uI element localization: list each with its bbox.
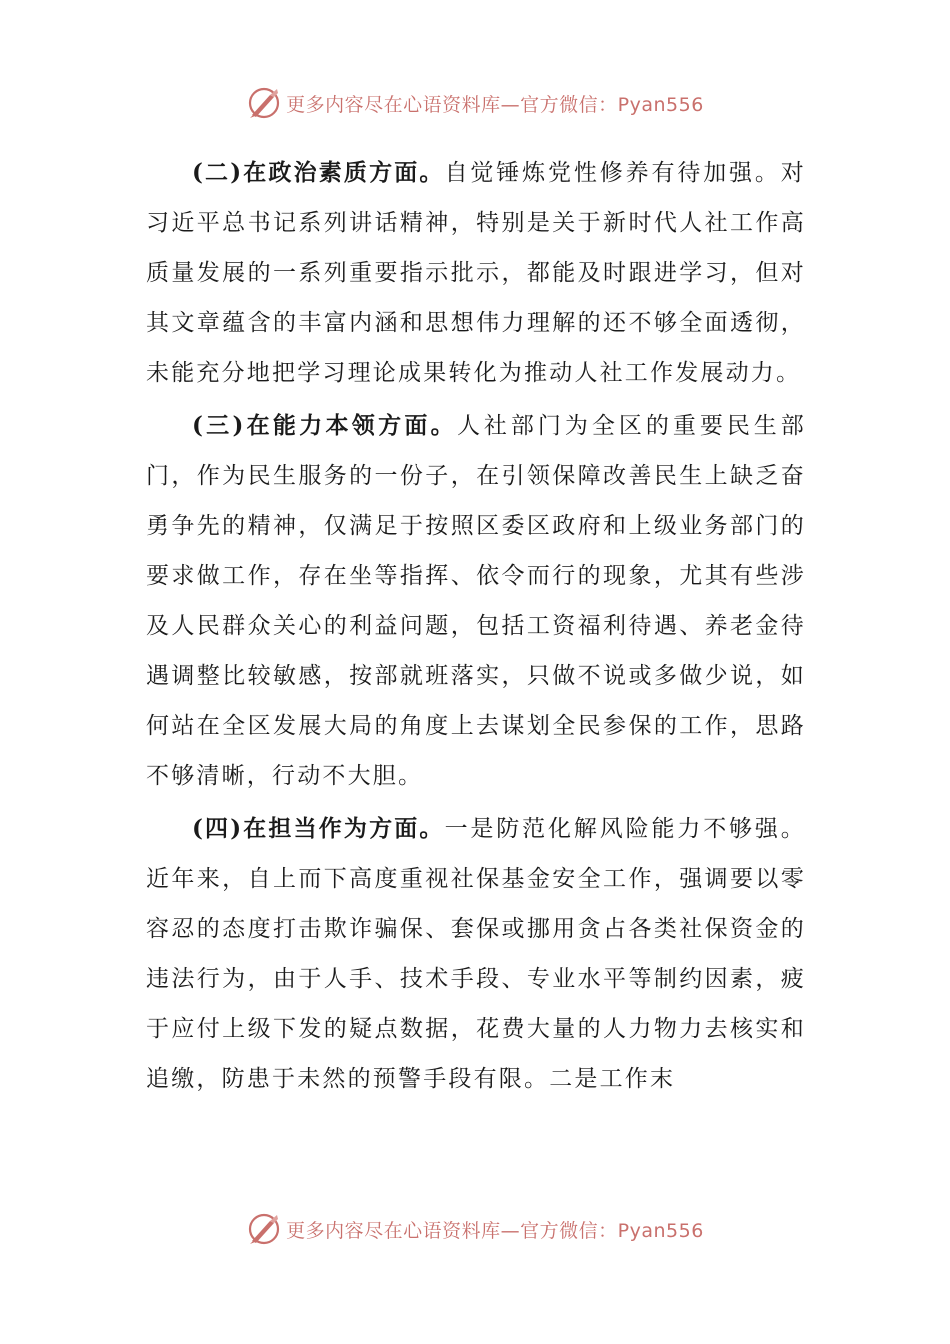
section-body: 一是防范化解风险能力不够强。近年来，自上而下高度重视社保基金安全工作，强调要以零容忍的态度打击欺诈骗保、套保或挪用贪占各类社保资金的违法行为，由于人手、技术手段、专业水平等制约因素，疲于应付上级下发的疑点数据，花费大量的人力物力去核实和追缴，防患于未然的预警手段有限。二是工作末 [146, 816, 806, 1092]
section-heading: (三)在能力本领方面。 [192, 412, 457, 439]
banner-text: 更多内容尽在心语资料库—官方微信：Pyan556 [286, 1219, 704, 1242]
footer-watermark-banner [0, 1209, 950, 1249]
document-body [146, 148, 806, 1107]
header-watermark-banner [0, 83, 950, 123]
section-heading: (四)在担当作为方面。 [192, 815, 445, 842]
paragraph-responsibility [146, 804, 806, 1104]
paragraph-ability [146, 401, 806, 801]
section-heading: (二)在政治素质方面。 [192, 159, 445, 186]
paragraph-political [146, 148, 806, 398]
pen-logo-icon [246, 1211, 282, 1247]
section-body: 人社部门为全区的重要民生部门，作为民生服务的一份子，在引领保障改善民生上缺乏奋勇争先的精神，仅满足于按照区委区政府和上级业务部门的要求做工作，存在坐等指挥、依令而行的现象，尤其有些涉及人民群众关心的利益问题，包括工资福利待遇、养老金待遇调整比较敏感，按部就班落实，只做不说或多做少说，如何站在全区发展大局的角度上去谋划全民参保的工作，思路不够清晰，行动不大胆。 [146, 413, 806, 789]
pen-logo-icon [246, 85, 282, 121]
banner-text: 更多内容尽在心语资料库—官方微信：Pyan556 [286, 93, 704, 116]
section-body: 自觉锤炼党性修养有待加强。对习近平总书记系列讲话精神，特别是关于新时代人社工作高质量发展的一系列重要指示批示，都能及时跟进学习，但对其文章蕴含的丰富内涵和思想伟力理解的还不够全面透彻，未能充分地把学习理论成果转化为推动人社工作发展动力。 [146, 160, 806, 386]
